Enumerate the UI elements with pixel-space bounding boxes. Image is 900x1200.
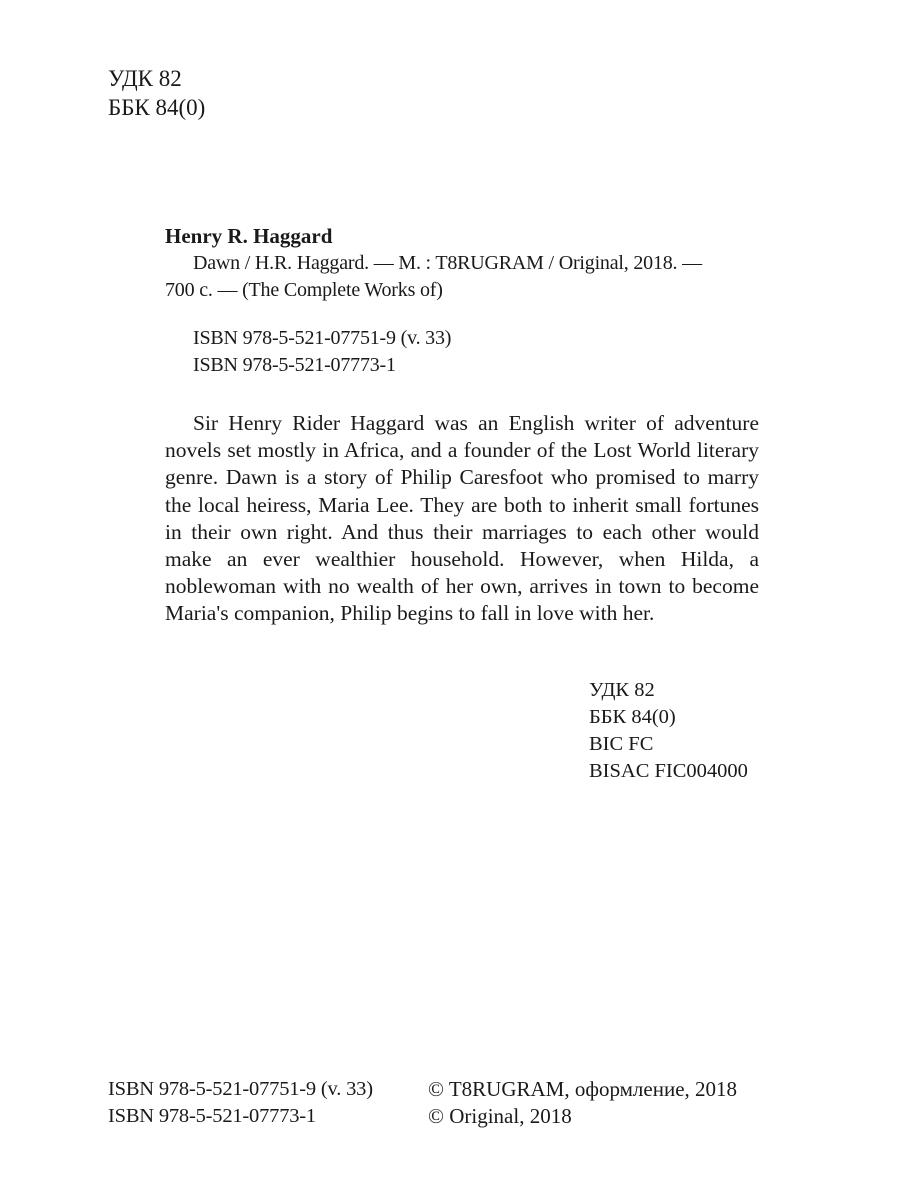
copyright-notice bbox=[428, 1076, 737, 1130]
udk-code: УДК 82 bbox=[589, 679, 655, 701]
copyright-original: © Original, 2018 bbox=[428, 1104, 572, 1128]
top-classification-codes bbox=[108, 64, 205, 122]
bibliographic-record bbox=[165, 223, 765, 379]
title-statement: Dawn / H.R. Haggard. — M. : T8RUGRAM / Original, 2018. — bbox=[193, 252, 702, 274]
footer-isbn-volume: ISBN 978-5-521-07751-9 (v. 33) bbox=[108, 1078, 373, 1100]
bbk-code: ББК 84(0) bbox=[108, 95, 206, 120]
classification-codes bbox=[589, 677, 748, 785]
bbk-code: ББК 84(0) bbox=[589, 706, 676, 728]
isbn-block bbox=[165, 325, 765, 379]
annotation-paragraph: Sir Henry Rider Haggard was an English writer of adventure novels set mostly in Africa, and a founder of the Lost World literary genre. Dawn is a story of Philip Caresfoot who promised to marry the local heiress, Maria Lee. They are both to inherit small fortunes in their own right. And thus their marriages to each other would make an ever wealthier household. However, when Hilda, a noblewoman with no wealth of her own, arrives in town to become Maria's companion, Philip begins to fall in love with her. bbox=[165, 411, 759, 626]
footer-isbn-set: ISBN 978-5-521-07773-1 bbox=[108, 1105, 316, 1127]
copyright-publisher: © T8RUGRAM, оформление, 2018 bbox=[428, 1077, 738, 1101]
author-heading: Henry R. Haggard bbox=[165, 224, 333, 248]
isbn-volume: ISBN 978-5-521-07751-9 (v. 33) bbox=[193, 327, 452, 349]
bic-code: BIC FC bbox=[589, 733, 654, 755]
isbn-set: ISBN 978-5-521-07773-1 bbox=[193, 354, 396, 376]
series-statement: 700 c. — (The Complete Works of) bbox=[165, 279, 443, 301]
bisac-code: BISAC FIC004000 bbox=[589, 760, 748, 782]
footer-isbn bbox=[108, 1076, 373, 1130]
udk-code: УДК 82 bbox=[108, 66, 182, 91]
